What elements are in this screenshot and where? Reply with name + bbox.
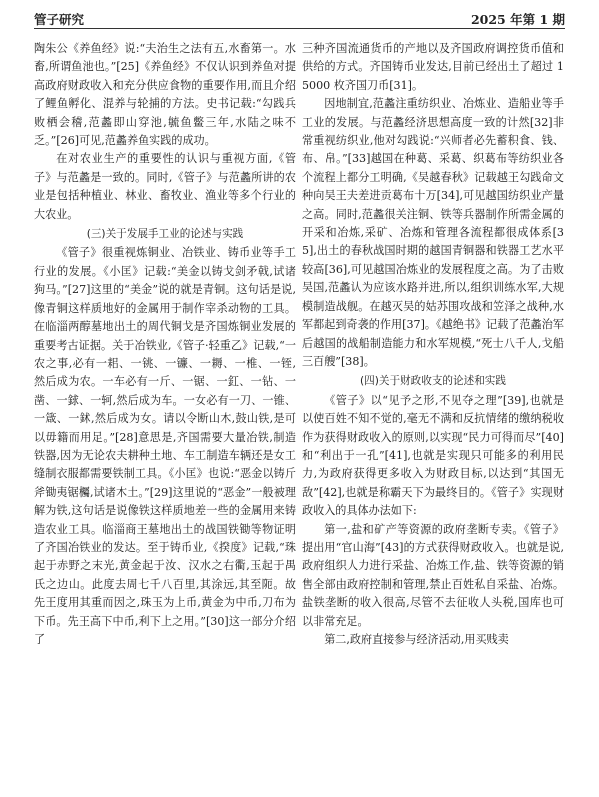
paragraph: 陶朱公《养鱼经》说:“夫治生之法有五,水畜第一。水畜,所谓鱼池也。”[25]《养鱼经》不仅认识到养鱼对提高政府财政收入和充分供应食物的重要作用,而且介绍了鲤鱼孵化、混养与轮捕的方法。史书记载:“勾践兵败栖会稽,范蠡即山穿池,毓鱼鳖三年,水陆之味不乏。”[26]可见,范蠡养鱼实践的成功。 [34,42,296,148]
paragraph: 第二,政府直接参与经济活动,用买贱卖 [324,633,509,646]
section-heading: (四)关于财政收支的论述和实践 [360,375,506,388]
paragraph: 《管子》很重视炼铜业、冶铁业、铸币业等手工行业的发展。《小匡》记载:“美金以铸戈剑矛戟,试诸狗马。”[27]这里的“美金”说的就是青铜。这句话是说,像青铜这样质地好的金属用于制作宰杀动物的工具。在临淄两醇墓地出土的周代铜戈是齐国炼铜业发展的重要考古证据。关于冶铁业,《管子·轻重乙》记载,“一农之事,必有一耜、一铫、一镰、一耨、一椎、一铚,然后成为农。一车必有一斤、一锯、一釭、一钻、一凿、一銶、一轲,然后成为车。一女必有一刀、一锥、一箴、一鉥,然后成为女。请以令断山木,鼓山铁,是可以毋籍而用足。”[28]意思是,齐国需要大量冶铁,制造铁器,因为无论农夫耕种土地、车工制造车辆还是女工缝制衣服都需要铁制工具。《小匡》也说:“恶金以铸斤斧锄夷锯欘,试诸木土。”[29]这里说的“恶金”一般被理解为铁,这句话是说像铁这样质地差一些的金属用来铸造农业工具。临淄商王墓地出土的战国铁锄等物证明了齐国冶铁业的发达。至于铸币业,《揆度》记载,“珠起于赤野之末光,黄金起于汝、汉水之右衢,玉起于禺氏之边山。此度去周七千八百里,其涂远,其至阨。故先王度用其重而因之,珠玉为上币,黄金为中币,刀布为下币。先王高下中币,利下上之用。”[30]这一部分介绍了 [34,246,296,646]
right-column [302,40,564,649]
issue-number: 2025 年第 1 期 [470,12,565,27]
section-heading: (三)关于发展手工业的论述与实践 [86,228,244,241]
left-column [34,40,296,649]
paragraph: 三种齐国流通货币的产地以及齐国政府调控货币值和供给的方式。齐国铸币业发达,目前已经出土了超过 15000 枚齐国刀币[31]。 [302,42,564,92]
running-header [34,6,565,29]
paragraph: 因地制宜,范蠡注重纺织业、冶炼业、造船业等手工业的发展。与范蠡经济思想高度一致的计然[32]非常重视纺织业,他对勾践说:“兴师者必先蓄积食、钱、布、帛。”[33]越国在种葛、采葛、织葛布等纺织业各个流程上都分工明确,《吴越春秋》记载越王勾践命文种向吴王夫差进贡葛布十万[34],可见越国纺织业产量之高。同时,范蠡很关注铜、铁等兵器制作所需金属的开采和冶炼,采矿、冶炼和管理各流程都很成体系[35],出土的春秋战国时期的越国青铜器和铁器工艺水平较高[36],可见越国冶炼业的发展程度之高。为了击败吴国,范蠡认为应该水路并进,所以,组织训练水军,大规模制造战舰。在越灭吴的姑苏围攻战和笠泽之战种,水军都起到奇袭的作用[37]。《越绝书》记载了范蠡治军后越国的战船制造能力和水军规模,“死士八千人,戈船三百艘”[38]。 [302,97,564,368]
journal-name: 管子研究 [34,12,85,27]
paragraph: 《管子》以“见予之形,不见夺之理”[39],也就是以使百姓不知不觉的,毫无不满和反抗情绪的缴纳税收作为获得财政收入的原则,以实现“民力可得而尽”[40]和“利出于一孔”[41],也就是实现只可能多的利用民力,为政府获得更多收入为财政目标,以达到“其国无敌”[42],也就是称霸天下为最终目的。《管子》实现财政收入的具体办法如下: [302,393,564,518]
paragraph: 在对农业生产的重要性的认识与重视方面,《管子》与范蠡是一致的。同时,《管子》与范蠡所讲的农业是包括种植业、林业、畜牧业、渔业等多个行业的大农业。 [34,152,296,221]
paragraph: 第一,盐和矿产等资源的政府垄断专卖。《管子》提出用“官山海”[43]的方式获得财政收入。也就是说,政府组织人力进行采盐、冶炼工作,盐、铁等资源的销售全部由政府控制和管理,禁止百姓私自采盐、冶炼。盐铁垄断的收入很高,尽管不去征收人头税,国库也可以非常充足。 [302,522,564,628]
